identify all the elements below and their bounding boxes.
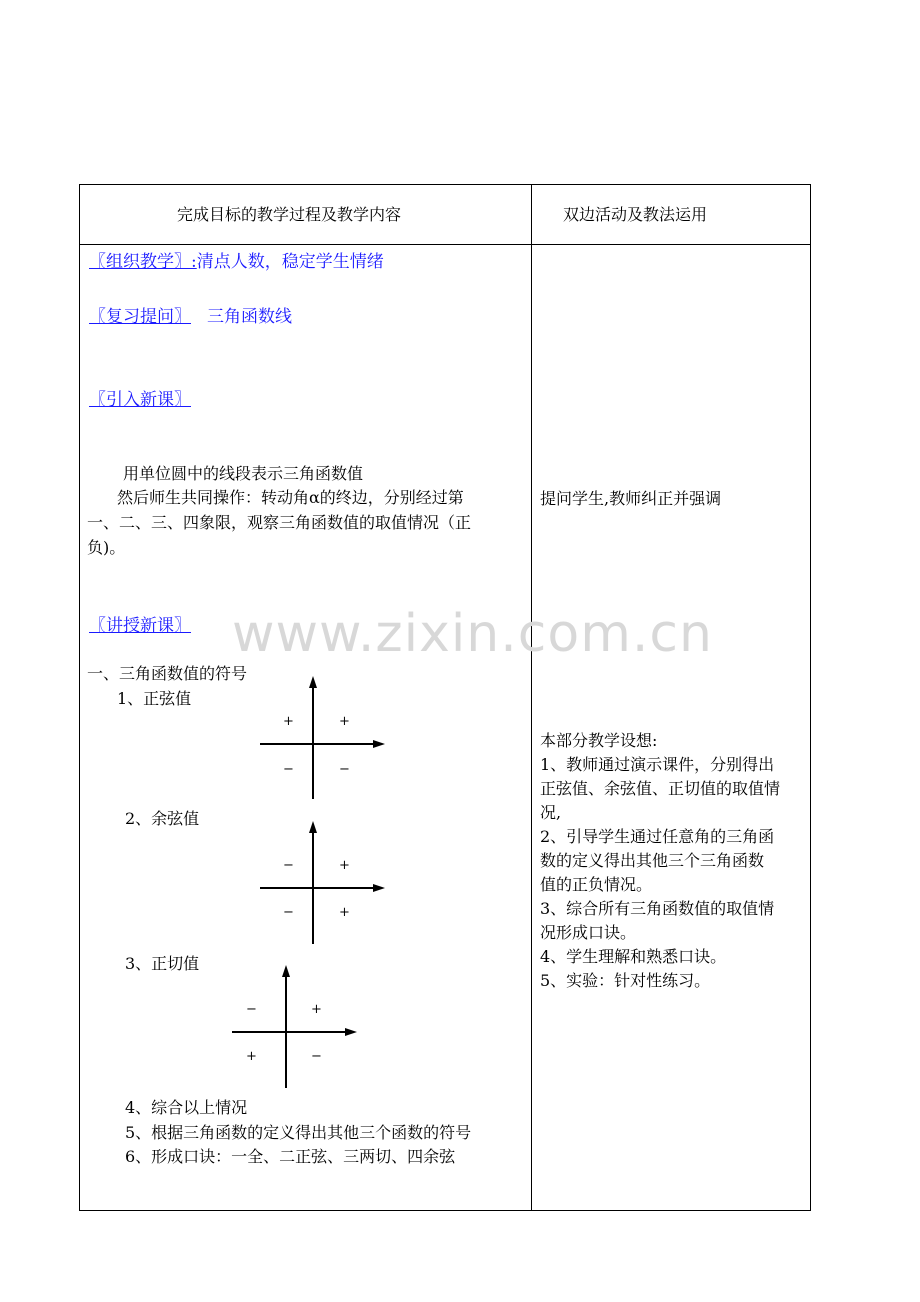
- right-note-question: 提问学生,教师纠正并强调: [540, 489, 722, 508]
- point-6: 6、形成口诀：一全、二正弦、三两切、四余弦: [125, 1147, 456, 1166]
- plan-line-2: 1、教师通过演示课件，分别得出: [540, 755, 775, 774]
- tangent-axes-diagram: [227, 963, 362, 1093]
- table-border-right: [810, 184, 811, 1211]
- tangent-q3-sign: +: [246, 1049, 257, 1064]
- table-border-bottom: [79, 1210, 811, 1211]
- section-organize: [89, 250, 384, 274]
- sine-q4-sign: −: [339, 762, 350, 777]
- section-organize-text: 清点人数，稳定学生情绪: [196, 252, 384, 272]
- section-review: [89, 305, 292, 329]
- section-organize-link[interactable]: 〖组织教学〗:: [89, 252, 197, 272]
- sine-q1-sign: +: [339, 714, 350, 729]
- plan-line-4: 况,: [540, 803, 562, 822]
- plan-line-7: 值的正负情况。: [540, 875, 653, 894]
- table-border-top: [79, 184, 811, 185]
- section-review-text: 三角函数线: [207, 307, 292, 327]
- intro-line-4: 负)。: [87, 538, 126, 557]
- plan-line-1: 本部分教学设想:: [540, 731, 658, 750]
- intro-line-2: 然后师生共同操作：转动角α的终边，分别经过第: [117, 488, 464, 507]
- tangent-q1-sign: +: [311, 1002, 322, 1017]
- topic-title: 一、三角函数值的符号: [87, 664, 248, 683]
- plan-line-10: 4、学生理解和熟悉口诀。: [540, 947, 727, 966]
- plan-line-5: 2、引导学生通过任意角的三角函: [540, 827, 775, 846]
- cosine-q2-sign: −: [283, 858, 294, 873]
- header-left: 完成目标的教学过程及教学内容: [177, 205, 402, 224]
- cosine-q3-sign: −: [283, 905, 294, 920]
- plan-line-11: 5、实验：针对性练习。: [540, 971, 711, 990]
- site-watermark: www.zixin.com.cn: [232, 604, 713, 664]
- tangent-label: 3、正切值: [125, 954, 200, 973]
- section-review-link[interactable]: 〖复习提问〗: [89, 307, 191, 327]
- table-column-divider: [531, 184, 532, 1211]
- sine-label: 1、正弦值: [117, 689, 192, 708]
- tangent-q2-sign: −: [246, 1002, 257, 1017]
- plan-line-8: 3、综合所有三角函数值的取值情: [540, 899, 775, 918]
- cosine-label: 2、余弦值: [125, 809, 200, 828]
- sine-q3-sign: −: [283, 762, 294, 777]
- section-teach-link[interactable]: 〖讲授新课〗: [89, 616, 191, 636]
- plan-line-9: 况形成口诀。: [540, 923, 637, 942]
- header-right: 双边活动及教法运用: [563, 205, 708, 224]
- section-intro-link[interactable]: 〖引入新课〗: [89, 390, 191, 410]
- plan-line-6: 数的定义得出其他三个三角函数: [540, 851, 765, 870]
- intro-line-1: 用单位圆中的线段表示三角函数值: [123, 464, 364, 483]
- tangent-q4-sign: −: [311, 1049, 322, 1064]
- point-4: 4、综合以上情况: [125, 1098, 248, 1117]
- intro-line-3: 一、二、三、四象限，观察三角函数值的取值情况（正: [87, 513, 472, 532]
- plan-line-3: 正弦值、余弦值、正切值的取值情: [540, 779, 781, 798]
- cosine-q4-sign: +: [339, 905, 350, 920]
- table-border-left: [79, 184, 80, 1211]
- table-header-divider: [79, 244, 811, 245]
- cosine-q1-sign: +: [339, 858, 350, 873]
- sine-axes-diagram: [255, 674, 390, 804]
- cosine-axes-diagram: [255, 819, 390, 949]
- point-5: 5、根据三角函数的定义得出其他三个函数的符号: [125, 1123, 472, 1142]
- sine-q2-sign: +: [283, 714, 294, 729]
